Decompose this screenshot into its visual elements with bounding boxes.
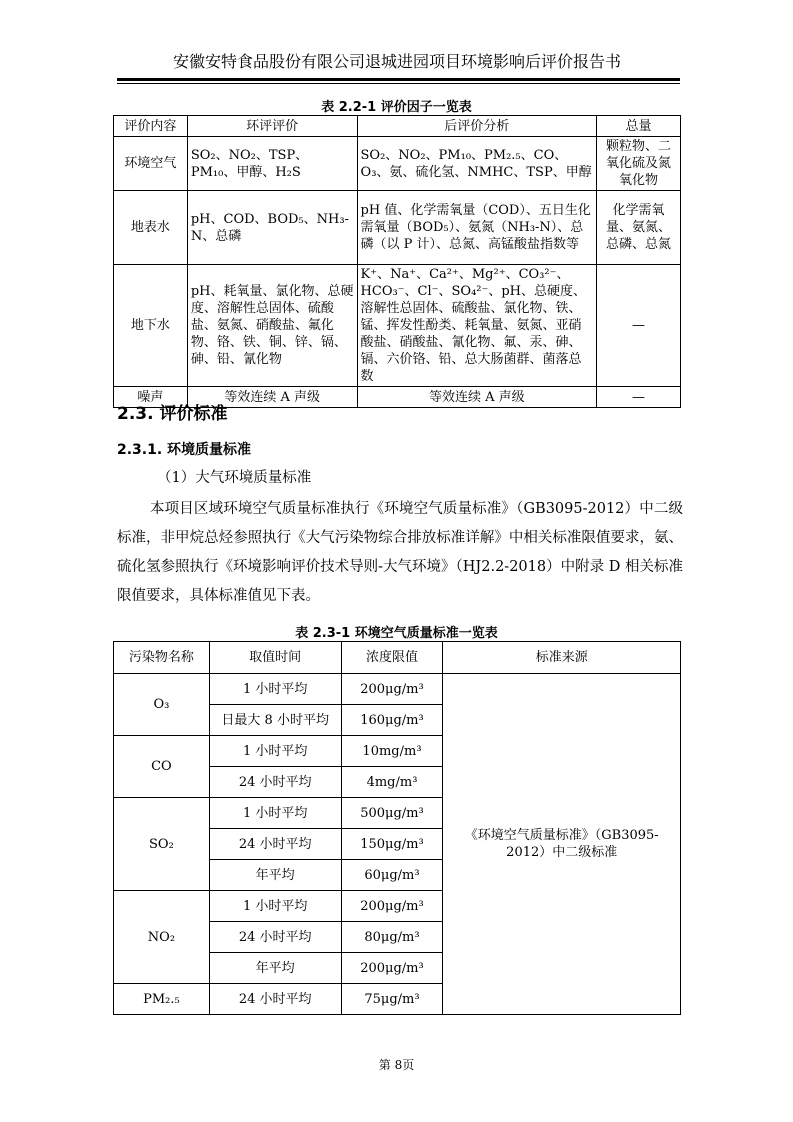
table-cell: 环境空气 (114, 137, 188, 191)
table-row (114, 191, 681, 265)
pollutant-cell: O₃ (114, 674, 210, 736)
table-cell: pH、COD、BOD₅、NH₃-N、总磷 (187, 191, 357, 265)
column-header: 污染物名称 (114, 642, 210, 674)
column-header: 环评评价 (187, 116, 357, 137)
time-cell: 1 小时平均 (209, 891, 341, 922)
time-cell: 24 小时平均 (209, 829, 341, 860)
column-header: 评价内容 (114, 116, 188, 137)
column-header: 浓度限值 (341, 642, 443, 674)
table-cell: SO₂、NO₂、PM₁₀、PM₂.₅、CO、O₃、氨、硫化氢、NMHC、TSP、甲醇 (357, 137, 597, 191)
pollutant-cell: SO₂ (114, 798, 210, 891)
table-cell: 颗粒物、二氧化硫及氮氧化物 (597, 137, 681, 191)
header-rule-thin (117, 83, 680, 84)
standard-source-cell: 《环境空气质量标准》（GB3095-2012）中二级标准 (443, 674, 681, 1015)
table-cell: — (597, 387, 681, 408)
header-rule-thick (117, 78, 680, 81)
table-cell: pH、耗氧量、氯化物、总硬度、溶解性总固体、硫酸盐、氨氮、硝酸盐、氟化物、铬、铁、铜、锌、镉、砷、铅、氰化物 (187, 265, 357, 387)
air-quality-standard-table (113, 641, 681, 1015)
table-cell: 地下水 (114, 265, 188, 387)
time-cell: 24 小时平均 (209, 922, 341, 953)
column-header: 标准来源 (443, 642, 681, 674)
body-paragraph: 本项目区域环境空气质量标准执行《环境空气质量标准》（GB3095-2012）中二级标准，非甲烷总烃参照执行《大气污染物综合排放标准详解》中相关标准限值要求，氨、硫化氢参照执行《环境影响评价技术导则-大气环境》（HJ2.2-2018）中附录 D 相关标准限值要求，具体标准值见下表。 (117, 501, 683, 604)
table-cell: 化学需氧量、氨氮、总磷、总氮 (597, 191, 681, 265)
table-cell: K⁺、Na⁺、Ca²⁺、Mg²⁺、CO₃²⁻、HCO₃⁻、Cl⁻、SO₄²⁻、pH、总硬度、溶解性总固体、硫酸盐、氯化物、铁、锰、挥发性酚类、耗氧量、氨氮、亚硝酸盐、硝酸盐、氰化物、氟、汞、砷、镉、六价铬、铅、总大肠菌群、菌落总数 (357, 265, 597, 387)
table-cell: SO₂、NO₂、TSP、PM₁₀、甲醇、H₂S (187, 137, 357, 191)
limit-cell: 80μg/m³ (341, 922, 443, 953)
time-cell: 1 小时平均 (209, 798, 341, 829)
table2-caption: 表 2.3-1 环境空气质量标准一览表 (295, 626, 498, 641)
table1-caption: 表 2.2-1 评价因子一览表 (321, 100, 472, 115)
limit-cell: 200μg/m³ (341, 953, 443, 984)
limit-cell: 200μg/m³ (341, 891, 443, 922)
time-cell: 24 小时平均 (209, 767, 341, 798)
time-cell: 1 小时平均 (209, 674, 341, 705)
pollutant-cell: NO₂ (114, 891, 210, 984)
limit-cell: 500μg/m³ (341, 798, 443, 829)
table-row (114, 265, 681, 387)
table-cell: 地表水 (114, 191, 188, 265)
time-cell: 年平均 (209, 953, 341, 984)
limit-cell: 200μg/m³ (341, 674, 443, 705)
table-cell: pH 值、化学需氧量（COD）、五日生化需氧量（BOD₅）、氨氮（NH₃-N）、总磷（以 P 计）、总氮、高锰酸盐指数等 (357, 191, 597, 265)
table-cell: 噪声 (114, 387, 188, 408)
document-header-title: 安徽安特食品股份有限公司退城进园项目环境影响后评价报告书 (172, 52, 621, 71)
subsection-heading: 2.3.1. 环境质量标准 (117, 442, 252, 458)
column-header: 取值时间 (209, 642, 341, 674)
column-header: 总量 (597, 116, 681, 137)
table-cell: 等效连续 A 声级 (187, 387, 357, 408)
limit-cell: 4mg/m³ (341, 767, 443, 798)
table-cell: 等效连续 A 声级 (357, 387, 597, 408)
page-number: 第 8页 (378, 1058, 415, 1072)
sub-item-heading: （1）大气环境质量标准 (157, 470, 312, 486)
table-row (114, 674, 681, 705)
time-cell: 24 小时平均 (209, 984, 341, 1015)
limit-cell: 75μg/m³ (341, 984, 443, 1015)
column-header: 后评价分析 (357, 116, 597, 137)
time-cell: 年平均 (209, 860, 341, 891)
limit-cell: 60μg/m³ (341, 860, 443, 891)
section-heading: 2.3. 评价标准 (117, 404, 228, 424)
limit-cell: 150μg/m³ (341, 829, 443, 860)
limit-cell: 160μg/m³ (341, 705, 443, 736)
pollutant-cell: CO (114, 736, 210, 798)
table-header-row (114, 642, 681, 674)
evaluation-factor-table (113, 115, 681, 408)
table-header-row (114, 116, 681, 137)
table-cell: — (597, 265, 681, 387)
time-cell: 1 小时平均 (209, 736, 341, 767)
limit-cell: 10mg/m³ (341, 736, 443, 767)
table-row (114, 137, 681, 191)
time-cell: 日最大 8 小时平均 (209, 705, 341, 736)
pollutant-cell: PM₂.₅ (114, 984, 210, 1015)
